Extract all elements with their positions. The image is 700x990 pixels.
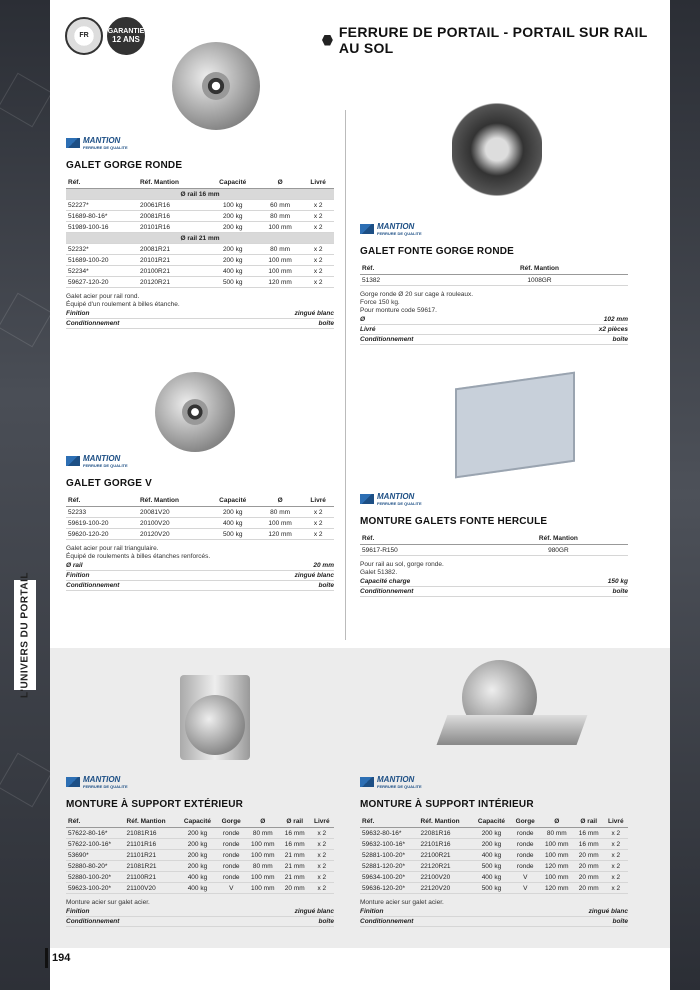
group-row: Ø rail 16 mm: [66, 189, 334, 200]
mantion-logo-icon: [360, 224, 374, 234]
col-header: Ø: [540, 816, 574, 828]
table-row: 51382 1008GR: [360, 275, 628, 286]
mantion-logo: MANTION FERRURE DE QUALITE: [360, 492, 628, 506]
col-header: Réf.: [360, 816, 419, 828]
galet-fonte-image: [452, 100, 542, 210]
col-header: Réf.: [66, 495, 138, 507]
col-header: Ø: [258, 177, 302, 189]
col-header: Réf.: [360, 263, 451, 275]
spec-conditionnement: Conditionnement boîte: [360, 918, 628, 925]
guarantee-badge: GARANTIE 12 ANS: [107, 17, 145, 55]
col-header: Livré: [310, 816, 334, 828]
spec-finition: Finition zingué blanc: [66, 310, 334, 317]
section-title: MONTURE GALETS FONTE HERCULE: [360, 516, 548, 527]
table-row: 59632-100-16* 22101R16 200 kg ronde 100 mm 16 mm x 2: [360, 839, 628, 850]
col-header: Réf. Mantion: [138, 177, 208, 189]
table-row: 59619-100-20 20100V20 400 kg 100 mm x 2: [66, 518, 334, 529]
product-table: [360, 263, 628, 286]
table-row: 52233 20081V20 200 kg 80 mm x 2: [66, 507, 334, 518]
mantion-logo: MANTION FERRURE DE QUALITE: [66, 775, 334, 789]
monture-hercule-image: [455, 372, 575, 479]
col-header: Livré: [302, 177, 334, 189]
spec-conditionnement: Conditionnement boîte: [66, 582, 334, 589]
spec-diametre: Ø 102 mm: [360, 316, 628, 323]
right-decor-band: [670, 0, 700, 990]
table-row: 53690* 21101R21 200 kg ronde 100 mm 21 mm x 2: [66, 850, 334, 861]
table-row: 59620-120-20 20120V20 500 kg 120 mm x 2: [66, 529, 334, 540]
table-row: 51689-80-16* 20081R16 200 kg 80 mm x 2: [66, 211, 334, 222]
section-title: MONTURE À SUPPORT INTÉRIEUR: [360, 799, 534, 810]
description: Galet acier pour rail triangulaire. Équipé de roulements à billes étanches renforcés.: [66, 545, 211, 560]
section-title: MONTURE À SUPPORT EXTÉRIEUR: [66, 799, 244, 810]
table-row: 59636-120-20* 22120V20 500 kg V 120 mm 20 mm x 2: [360, 883, 628, 894]
spec-livre: Livré x2 pièces: [360, 326, 628, 333]
table-row: 59617-R150 980GR: [360, 545, 628, 556]
col-header: Livré: [302, 495, 334, 507]
mantion-logo: MANTION FERRURE DE QUALITE: [66, 454, 334, 468]
side-section-label: L'UNIVERS DU PORTAIL: [14, 580, 36, 690]
description: Pour rail au sol, gorge ronde. Galet 51382.: [360, 561, 444, 576]
table-row: 57622-80-16* 21081R16 200 kg ronde 80 mm 16 mm x 2: [66, 828, 334, 839]
description: Monture acier sur galet acier.: [360, 899, 444, 906]
table-row: 52880-100-20* 21100R21 400 kg ronde 100 mm 21 mm x 2: [66, 872, 334, 883]
spec-finition: Finition zingué blanc: [360, 908, 628, 915]
col-header: Réf.: [66, 177, 138, 189]
group-row: Ø rail 21 mm: [66, 233, 334, 244]
product-table: [360, 533, 628, 556]
col-header: Gorge: [511, 816, 540, 828]
catalog-page: [50, 0, 670, 990]
galet-gorge-ronde-image: [172, 42, 260, 130]
monture-exterieur-image: [160, 665, 270, 765]
galet-gorge-v-image: [155, 372, 235, 452]
table-row: 52881-120-20* 22120R21 500 kg ronde 120 mm 20 mm x 2: [360, 861, 628, 872]
col-header: Ø: [246, 816, 280, 828]
mantion-logo-icon: [66, 138, 80, 148]
mantion-logo-icon: [360, 777, 374, 787]
section-monture-interieur: [360, 775, 628, 927]
spec-finition: Finition zingué blanc: [66, 908, 334, 915]
section-monture-exterieur: [66, 775, 334, 927]
spec-conditionnement: Conditionnement boîte: [360, 336, 628, 343]
monture-interieur-image: [442, 660, 582, 760]
section-title: GALET GORGE V: [66, 478, 152, 489]
mantion-logo-icon: [66, 777, 80, 787]
table-row: 52880-80-20* 21081R21 200 kg ronde 80 mm 21 mm x 2: [66, 861, 334, 872]
product-table: [360, 816, 628, 894]
spec-conditionnement: Conditionnement boîte: [66, 320, 334, 327]
table-row: 59627-120-20 20120R21 500 kg 120 mm x 2: [66, 277, 334, 288]
table-row: 52227* 20061R16 100 kg 60 mm x 2: [66, 200, 334, 211]
column-divider: [345, 110, 346, 640]
section-galet-fonte: [360, 222, 628, 345]
mantion-logo-icon: [360, 494, 374, 504]
table-row: 51689-100-20 20101R21 200 kg 100 mm x 2: [66, 255, 334, 266]
col-header: Gorge: [217, 816, 246, 828]
mantion-logo-icon: [66, 456, 80, 466]
section-title: GALET FONTE GORGE RONDE: [360, 246, 515, 257]
page-title: FERRURE DE PORTAIL - PORTAIL SUR RAIL AU SOL: [322, 24, 670, 56]
section-galet-gorge-ronde: [66, 136, 334, 329]
table-row: 52234* 20100R21 400 kg 100 mm x 2: [66, 266, 334, 277]
product-table: [66, 495, 334, 540]
made-in-france-badge: FR: [65, 17, 103, 55]
section-title: GALET GORGE RONDE: [66, 160, 183, 171]
description: Monture acier sur galet acier.: [66, 899, 150, 906]
badges: [65, 17, 145, 55]
hex-decor: [0, 73, 52, 128]
description: Gorge ronde Ø 20 sur cage à rouleaux. Force 150 kg. Pour monture code 59617.: [360, 291, 474, 314]
product-table: [66, 177, 334, 288]
col-header: Ø: [258, 495, 302, 507]
col-header: Réf. Mantion: [419, 816, 473, 828]
col-header: Capacité: [208, 177, 258, 189]
col-header: Réf. Mantion: [489, 533, 628, 545]
left-decor-band: [0, 0, 50, 990]
hexagon-bullet-icon: [322, 35, 333, 46]
description: Galet acier pour rail rond. Équipé d'un roulement à billes étanche.: [66, 293, 180, 308]
spec-finition: Finition zingué blanc: [66, 572, 334, 579]
table-row: 57622-100-16* 21101R16 200 kg ronde 100 mm 16 mm x 2: [66, 839, 334, 850]
col-header: Ø rail: [280, 816, 310, 828]
hex-decor: [0, 753, 52, 808]
table-row: 52232* 20081R21 200 kg 80 mm x 2: [66, 244, 334, 255]
col-header: Capacité: [472, 816, 511, 828]
spec-rail: Ø rail 20 mm: [66, 562, 334, 569]
mantion-logo: MANTION FERRURE DE QUALITE: [360, 775, 628, 789]
col-header: Réf. Mantion: [125, 816, 179, 828]
spec-conditionnement: Conditionnement boîte: [360, 588, 628, 595]
table-row: 59632-80-16* 22081R16 200 kg ronde 80 mm 16 mm x 2: [360, 828, 628, 839]
table-row: 59623-100-20* 21100V20 400 kg V 100 mm 20 mm x 2: [66, 883, 334, 894]
col-header: Réf.: [66, 816, 125, 828]
section-monture-hercule: [360, 492, 628, 597]
col-header: Réf. Mantion: [138, 495, 208, 507]
table-row: 51989-100-16 20101R16 200 kg 100 mm x 2: [66, 222, 334, 233]
col-header: Réf.: [360, 533, 489, 545]
col-header: Capacité: [178, 816, 217, 828]
col-header: Livré: [604, 816, 628, 828]
table-row: 59634-100-20* 22100V20 400 kg V 100 mm 20 mm x 2: [360, 872, 628, 883]
section-galet-gorge-v: [66, 454, 334, 591]
hex-decor: [0, 293, 52, 348]
col-header: Capacité: [208, 495, 258, 507]
mantion-logo: MANTION FERRURE DE QUALITE: [360, 222, 628, 236]
product-table: [66, 816, 334, 894]
mantion-logo: MANTION FERRURE DE QUALITE: [66, 136, 334, 150]
col-header: Ø rail: [574, 816, 604, 828]
table-row: 52881-100-20* 22100R21 400 kg ronde 100 mm 20 mm x 2: [360, 850, 628, 861]
spec-capacite: Capacité charge 150 kg: [360, 578, 628, 585]
spec-conditionnement: Conditionnement boîte: [66, 918, 334, 925]
col-header: Réf. Mantion: [451, 263, 628, 275]
page-number: 194: [45, 948, 70, 968]
